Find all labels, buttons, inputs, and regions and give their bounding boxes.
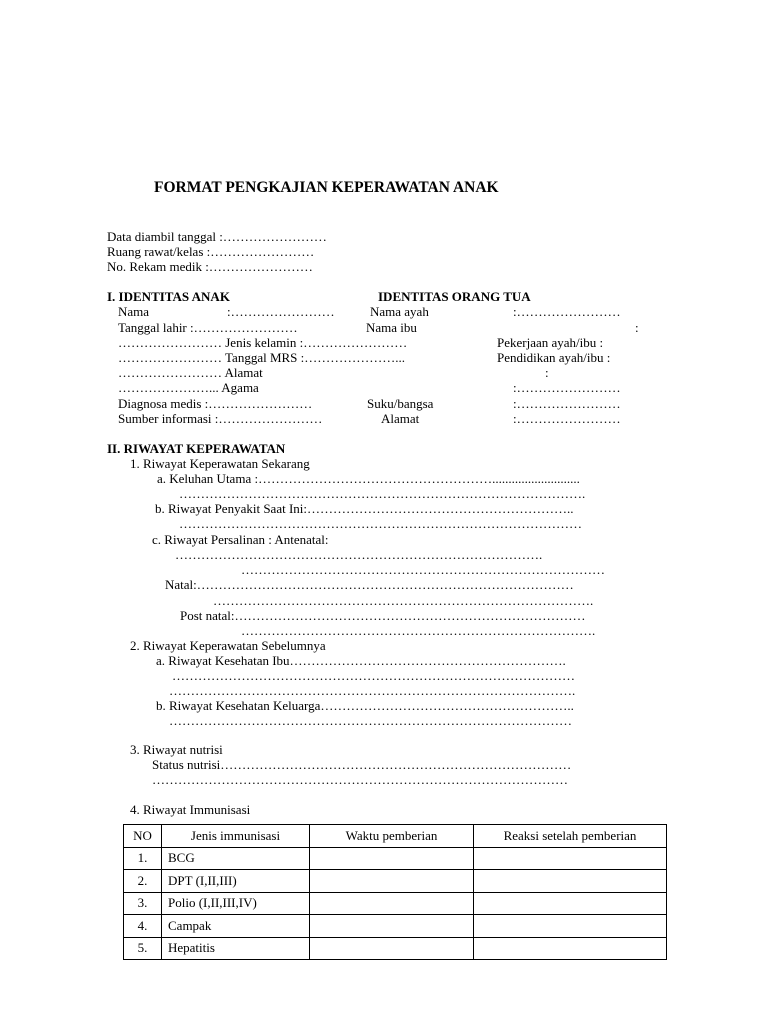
family-health-continuation: …………………………………………………………………………………	[169, 713, 572, 728]
mother-health-continuation-2: ………………………………………………………………………………….	[169, 683, 576, 698]
section-identity-parent-heading: IDENTITAS ORANG TUA	[378, 289, 531, 304]
nutrition-status-line: Status nutrisi………………………………………………………………………	[152, 757, 572, 772]
table-row	[124, 870, 667, 893]
parent-occupation-label: Pekerjaan ayah/ibu :	[497, 335, 604, 350]
data-date-line: Data diambil tanggal :……………………	[107, 229, 327, 244]
current-illness-line: b. Riwayat Penyakit Saat Ini:……………………………………………………..	[155, 501, 574, 516]
column-header-type: Jenis immunisasi	[162, 825, 310, 848]
page-title: FORMAT PENGKAJIAN KEPERAWATAN ANAK	[154, 179, 499, 196]
previous-history-item: 2. Riwayat Keperawatan Sebelumnya	[130, 638, 326, 653]
section-identity-child-heading: I. IDENTITAS ANAK	[107, 289, 230, 304]
current-illness-continuation: …………………………………………………………………………………	[179, 516, 582, 531]
mother-name-colon: :	[635, 320, 639, 335]
reaction-cell[interactable]	[474, 937, 667, 960]
immunization-history-item: 4. Riwayat Immunisasi	[130, 802, 251, 817]
main-complaint-line: a. Keluhan Utama :………………………………………………...........................	[157, 471, 580, 486]
mother-name-label: Nama ibu	[366, 320, 417, 335]
table-row	[124, 847, 667, 870]
gender-line: …………………… Jenis kelamin :……………………	[118, 335, 408, 350]
reaction-cell[interactable]	[474, 915, 667, 938]
row-number: 5.	[124, 937, 162, 960]
birth-date-line: Tanggal lahir :……………………	[118, 320, 298, 335]
column-header-no: NO	[124, 825, 162, 848]
mother-health-continuation-1: …………………………………………………………………………………	[172, 668, 575, 683]
medical-record-line: No. Rekam medik :……………………	[107, 259, 313, 274]
father-name-dots: :……………………	[513, 304, 621, 319]
room-line: Ruang rawat/kelas :……………………	[107, 244, 315, 259]
reaction-cell[interactable]	[474, 892, 667, 915]
time-cell[interactable]	[310, 870, 474, 893]
time-cell[interactable]	[310, 915, 474, 938]
ethnicity-label: Suku/bangsa	[367, 396, 434, 411]
immunization-type: BCG	[162, 847, 310, 870]
immunization-table	[123, 824, 667, 960]
immunization-type: DPT (I,II,III)	[162, 870, 310, 893]
reaction-cell[interactable]	[474, 870, 667, 893]
religion-line: …………………... Agama	[118, 380, 259, 395]
table-row	[124, 937, 667, 960]
immunization-type: Polio (I,II,III,IV)	[162, 892, 310, 915]
address-colon: :	[545, 365, 549, 380]
table-row	[124, 892, 667, 915]
table-header-row	[124, 825, 667, 848]
column-header-reaction: Reaksi setelah pemberian	[474, 825, 667, 848]
diagnosis-line: Diagnosa medis :……………………	[118, 396, 313, 411]
family-health-line: b. Riwayat Kesehatan Keluarga…………………………………………………..	[156, 698, 574, 713]
mother-health-line: a. Riwayat Kesehatan Ibu……………………………………………………….	[156, 653, 566, 668]
nutrition-history-item: 3. Riwayat nutrisi	[130, 742, 223, 757]
address-line: …………………… Alamat	[118, 365, 263, 380]
time-cell[interactable]	[310, 892, 474, 915]
nutrition-status-continuation: ……………………………………………………………………………………	[152, 772, 568, 787]
info-source-line: Sumber informasi :……………………	[118, 411, 323, 426]
row-number: 2.	[124, 870, 162, 893]
antenatal-continuation-1: ………………………………………………………………………….	[175, 547, 543, 562]
row-number: 3.	[124, 892, 162, 915]
column-header-time: Waktu pemberian	[310, 825, 474, 848]
admission-date-line: …………………… Tanggal MRS :…………………...	[118, 350, 406, 365]
table-row	[124, 915, 667, 938]
time-cell[interactable]	[310, 937, 474, 960]
name-dots: :……………………	[227, 304, 335, 319]
time-cell[interactable]	[310, 847, 474, 870]
current-history-item: 1. Riwayat Keperawatan Sekarang	[130, 456, 310, 471]
parent-address-dots: :……………………	[513, 411, 621, 426]
antenatal-continuation-2: …………………………………………………………………………	[241, 562, 605, 577]
main-complaint-continuation: ………………………………………………………………………………….	[179, 486, 586, 501]
natal-line: Natal:……………………………………………………………………………	[165, 577, 574, 592]
postnatal-line: Post natal:………………………………………………………………………	[180, 608, 586, 623]
section-nursing-history-heading: II. RIWAYAT KEPERAWATAN	[107, 441, 286, 456]
name-label: Nama	[118, 304, 150, 319]
immunization-type: Campak	[162, 915, 310, 938]
parent-address-label: Alamat	[381, 411, 420, 426]
postnatal-continuation: ……………………………………………………………………….	[241, 623, 596, 638]
natal-continuation: …………………………………………………………………………….	[213, 593, 594, 608]
row-number: 4.	[124, 915, 162, 938]
religion-dots: :……………………	[513, 380, 621, 395]
row-number: 1.	[124, 847, 162, 870]
immunization-type: Hepatitis	[162, 937, 310, 960]
birth-history-line: c. Riwayat Persalinan : Antenatal:	[152, 532, 329, 547]
father-name-label: Nama ayah	[370, 304, 429, 319]
parent-education-label: Pendidikan ayah/ibu :	[497, 350, 611, 365]
reaction-cell[interactable]	[474, 847, 667, 870]
ethnicity-dots: :……………………	[513, 396, 621, 411]
